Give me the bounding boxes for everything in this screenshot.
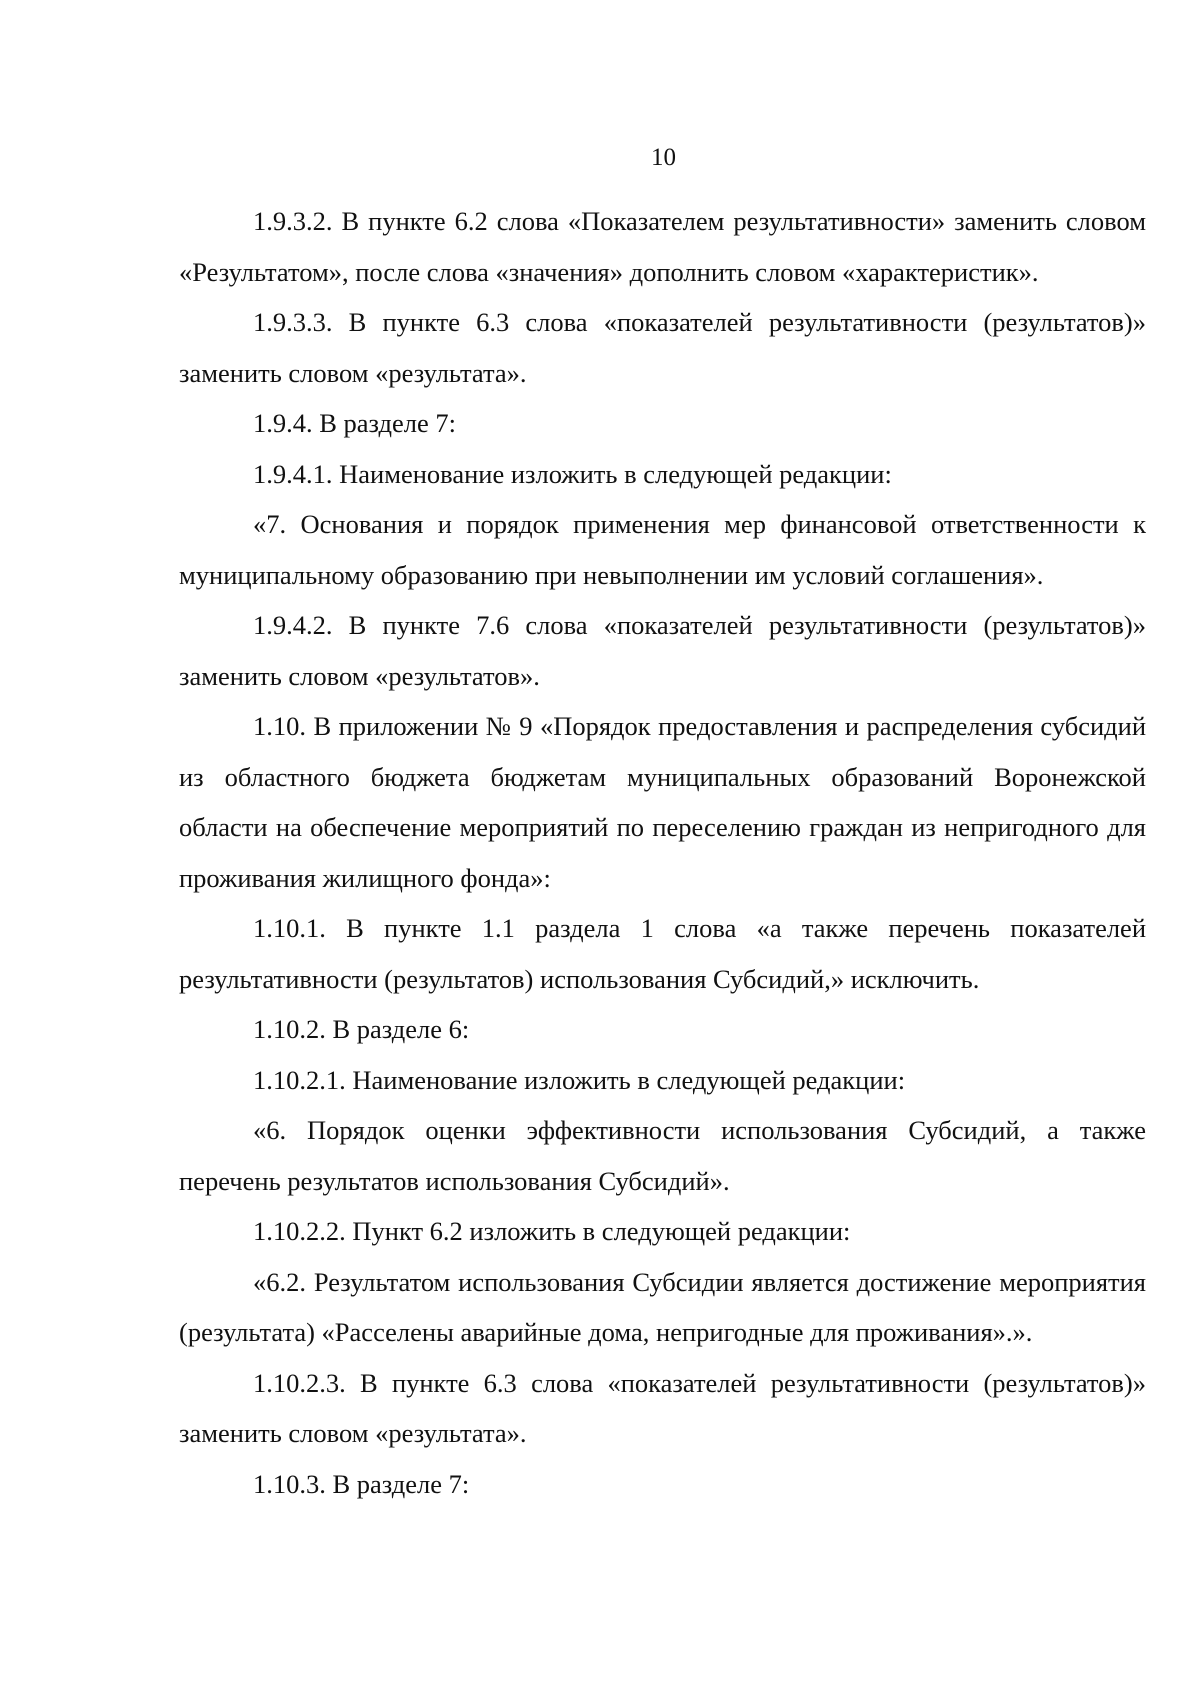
paragraph-1-10-2-1: 1.10.2.1. Наименование изложить в следующей редакции: bbox=[253, 1064, 906, 1095]
page-number: 10 bbox=[651, 144, 676, 171]
paragraph-1-10-2-3: 1.10.2.3. В пункте 6.3 слова «показателей результативности (результатов)» заменить словом «результата». bbox=[179, 1367, 1146, 1448]
paragraph-1-9-3-3: 1.9.3.3. В пункте 6.3 слова «показателей результативности (результатов)» заменить словом «результата». bbox=[179, 307, 1146, 388]
paragraph-1-9-3-2: 1.9.3.2. В пункте 6.2 слова «Показателем результативности» заменить словом «Результатом», после слова «значения» дополнить словом «характеристик». bbox=[179, 206, 1146, 287]
paragraph-quote-7: «7. Основания и порядок применения мер финансовой ответственности к муниципальному образованию при невыполнении им условий соглашения». bbox=[179, 509, 1146, 590]
paragraph-1-9-4: 1.9.4. В разделе 7: bbox=[253, 408, 457, 438]
paragraph-1-10-1: 1.10.1. В пункте 1.1 раздела 1 слова «а также перечень показателей результативности (результатов) использования Субсидий,» исключить. bbox=[179, 913, 1146, 994]
paragraph-1-10-2: 1.10.2. В разделе 6: bbox=[253, 1014, 470, 1044]
paragraph-1-10: 1.10. В приложении № 9 «Порядок предоставления и распределения субсидий из областного бюджета бюджетам муниципальных образований Воронежской области на обеспечение мероприятий по переселению граждан из непригодного для проживания жилищного фонда»: bbox=[179, 711, 1146, 893]
paragraph-1-10-3: 1.10.3. В разделе 7: bbox=[253, 1468, 470, 1499]
paragraph-quote-6-2: «6.2. Результатом использования Субсидии является достижение мероприятия (результата) «Расселены аварийные дома, непригодные для проживания».». bbox=[179, 1266, 1146, 1347]
paragraph-1-9-4-2: 1.9.4.2. В пункте 7.6 слова «показателей результативности (результатов)» заменить словом «результатов». bbox=[179, 610, 1146, 691]
paragraph-1-9-4-1: 1.9.4.1. Наименование изложить в следующей редакции: bbox=[253, 458, 892, 489]
paragraph-1-10-2-2: 1.10.2.2. Пункт 6.2 изложить в следующей редакции: bbox=[253, 1216, 851, 1246]
paragraph-quote-6: «6. Порядок оценки эффективности использования Субсидий, а также перечень результатов использования Субсидий». bbox=[179, 1115, 1146, 1196]
document-body bbox=[179, 196, 1146, 1509]
